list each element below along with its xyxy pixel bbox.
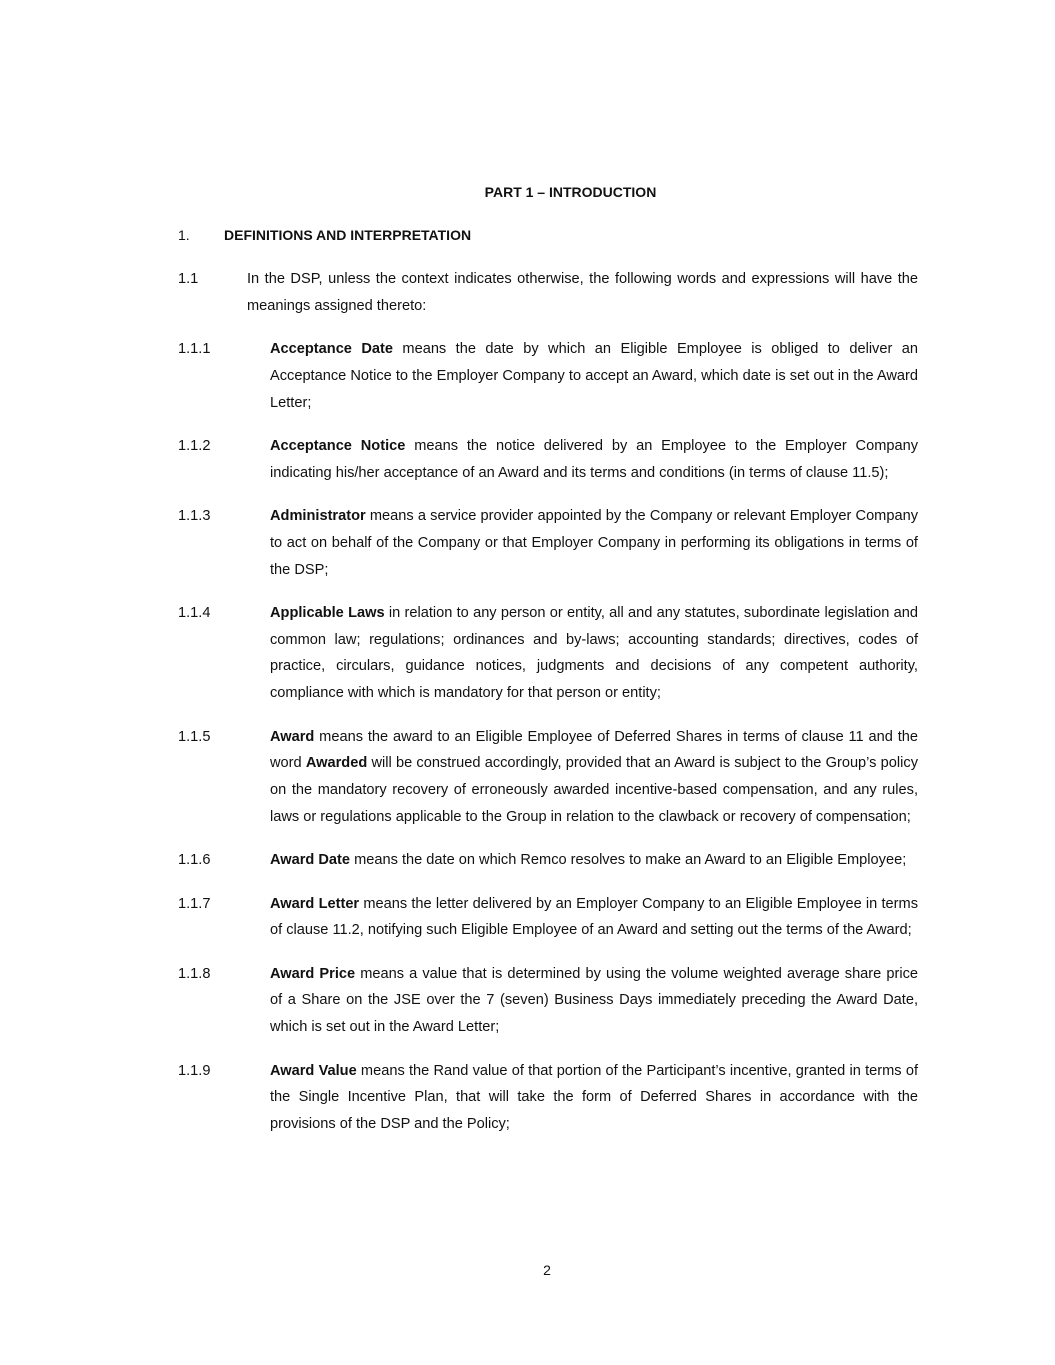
definition-acceptance-date xyxy=(178,336,918,416)
definition-term: Administrator xyxy=(270,507,366,524)
section-title: DEFINITIONS AND INTERPRETATION xyxy=(224,227,472,243)
definition-text: means a service provider appointed by the Company or relevant Employer Company to act on behalf of the Company or that Employer Company in performing its obligations in terms of the DSP; xyxy=(270,507,918,578)
page-number: 2 xyxy=(543,1262,551,1278)
definition-term: Acceptance Notice xyxy=(270,437,406,454)
definition-award-date xyxy=(178,847,918,874)
definition-text: means the award to an Eligible Employee of Deferred Shares in terms of clause 11 and the word xyxy=(270,728,918,772)
definition-number: 1.1.9 xyxy=(178,1062,211,1079)
part-title: PART 1 – INTRODUCTION xyxy=(484,184,657,200)
definition-term: Award Price xyxy=(270,965,356,982)
definition-text: means a value that is determined by using the volume weighted average share price of a Share on the JSE over the 7 (seven) Business Days immediately preceding the Award Date, which is set out in the Award Letter; xyxy=(270,965,918,1036)
definition-term: Award Date xyxy=(270,852,351,869)
definition-applicable-laws xyxy=(178,600,918,707)
section-number: 1. xyxy=(178,227,190,243)
definition-acceptance-notice xyxy=(178,433,918,487)
definition-term: Acceptance Date xyxy=(270,341,393,357)
definition-term: Award xyxy=(270,728,315,745)
definition-text: means the letter delivered by an Employer Company to an Eligible Employee in terms of clause 11.2, notifying such Eligible Employee of an Award and setting out the terms of the Award; xyxy=(270,895,918,939)
definition-term: Applicable Laws xyxy=(270,604,385,621)
definition-award xyxy=(178,724,918,831)
definition-administrator xyxy=(178,503,918,583)
definition-number: 1.1.4 xyxy=(178,604,211,621)
definition-number: 1.1.1 xyxy=(178,341,211,357)
definition-award-price xyxy=(178,961,918,1041)
definition-number: 1.1.8 xyxy=(178,965,211,982)
definition-term: Award Value xyxy=(270,1062,357,1079)
definition-term: Award Letter xyxy=(270,895,360,912)
definition-award-value xyxy=(178,1058,918,1138)
definition-text-continued: will be construed accordingly, provided that an Award is subject to the Group’s policy on the mandatory recovery of erroneously awarded incentive-based compensation, and any rules, laws or regulations applicable to the Group in relation to the clawback or recovery of compensation; xyxy=(270,755,918,825)
definition-text: means the notice delivered by an Employee to the Employer Company indicating his/her acceptance of an Award and its terms and conditions (in terms of clause 11.5); xyxy=(270,437,918,481)
clause-number: 1.1 xyxy=(178,271,199,287)
definition-term-secondary: Awarded xyxy=(305,755,368,772)
definition-number: 1.1.5 xyxy=(178,728,211,745)
definition-number: 1.1.2 xyxy=(178,437,211,454)
intro-clause xyxy=(178,266,918,320)
definition-number: 1.1.7 xyxy=(178,895,211,912)
definition-text: means the date by which an Eligible Employee is obliged to deliver an Acceptance Notice to the Employer Company to accept an Award, which date is set out in the Award Letter; xyxy=(270,341,918,411)
definition-number: 1.1.3 xyxy=(178,507,211,524)
definition-text: in relation to any person or entity, all and any statutes, subordinate legislation and common law; regulations; ordinances and by-laws; accounting standards; directives, codes of practice, circulars, guidance notices, judgments and decisions of any competent authority, compliance with which is mandatory for that person or entity; xyxy=(270,604,918,702)
definition-text: means the date on which Remco resolves to make an Award to an Eligible Employee; xyxy=(350,852,907,869)
definitions-list xyxy=(178,336,918,1154)
definition-text: means the Rand value of that portion of the Participant’s incentive, granted in terms of the Single Incentive Plan, that will take the form of Deferred Shares in accordance with the provisions of the DSP and the Policy; xyxy=(270,1062,918,1133)
definition-number: 1.1.6 xyxy=(178,852,211,869)
clause-text: In the DSP, unless the context indicates otherwise, the following words and expressions will have the meanings assigned thereto: xyxy=(247,271,918,314)
definition-award-letter xyxy=(178,891,918,945)
